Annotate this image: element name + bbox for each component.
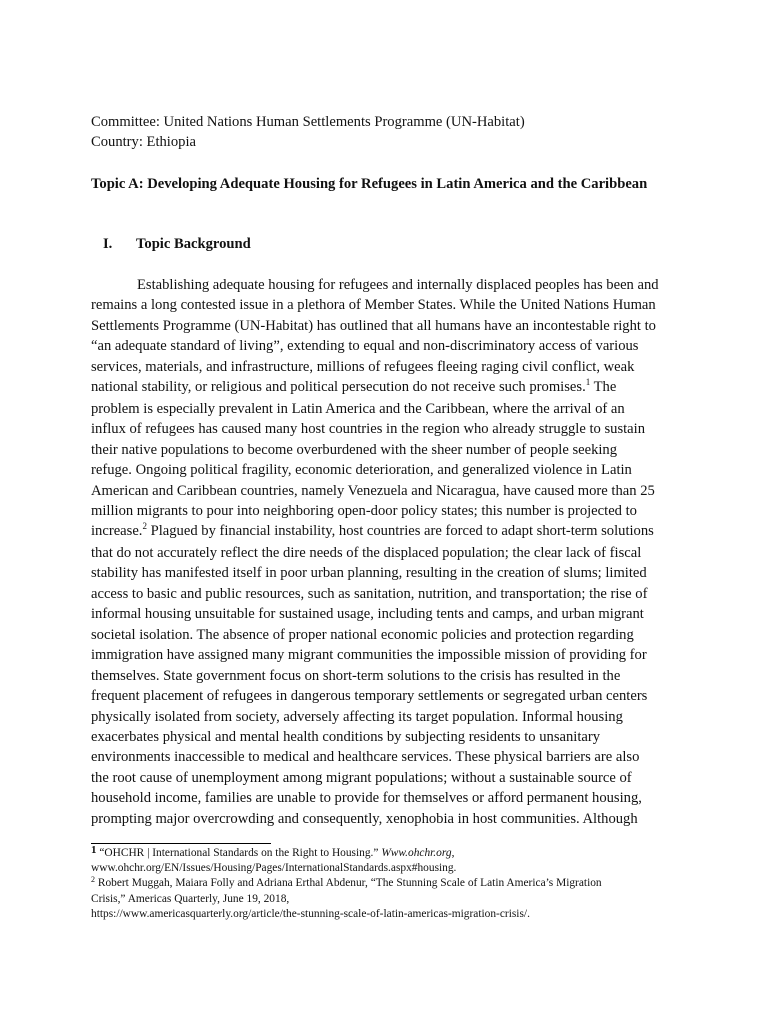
- footnote-1-comma: ,: [451, 847, 455, 859]
- body-line: physically isolated from society, adversely affecting its target population. Informal housing: [91, 708, 623, 725]
- section-title: Topic Background: [136, 236, 251, 252]
- footnote-ref-1[interactable]: 1: [585, 377, 591, 388]
- body-line: frequent placement of refugees in dangerous temporary settlements or segregated urban centers: [91, 688, 648, 705]
- footnotes: [91, 846, 691, 922]
- country-line: Country: Ethiopia: [91, 134, 196, 150]
- committee-line: Committee: United Nations Human Settlements Programme (UN-Habitat): [91, 114, 525, 130]
- body-line: household income, families are unable to provide for themselves or afford permanent housing,: [91, 790, 642, 807]
- footnote-separator: [91, 843, 271, 844]
- body-line: Settlements Programme (UN-Habitat) has outlined that all humans have an incontestable right to: [91, 317, 656, 334]
- body-line: stability has manifested itself in poor urban planning, resulting in the creation of slums; limited: [91, 565, 647, 582]
- body-line: that do not accurately reflect the dire needs of the displaced population; the clear lack of fiscal: [91, 544, 642, 561]
- footnote-ref-2[interactable]: 2: [142, 521, 147, 532]
- topic-heading: Topic A: Developing Adequate Housing for Refugees in Latin America and the Caribbean: [91, 176, 648, 192]
- body-line: access to basic and public resources, such as sanitation, nutrition, and transportation; the rise of: [91, 585, 648, 602]
- body-line: immigration have assigned many migrant communities the impossible mission of providing for: [91, 647, 647, 664]
- body-line: informal housing unsuitable for sustained usage, including tents and camps, and urban migrant: [91, 606, 644, 623]
- body-line: the root cause of unemployment among migrant populations; without a sustainable source of: [91, 769, 632, 786]
- body-line: refuge. Ongoing political fragility, economic deterioration, and generalized violence in Latin: [91, 462, 632, 479]
- footnote-2-url[interactable]: https://www.americasquarterly.org/article/the-stunning-scale-of-latin-americas-migration-crisis/.: [91, 907, 530, 920]
- body-line-tail: The: [590, 379, 617, 396]
- body-line: prompting major overcrowding and consequently, xenophobia in host communities. Although: [91, 810, 638, 827]
- footnote-1-site: Www.ohchr.org: [381, 847, 452, 859]
- body-line: “an adequate standard of living”, extending to equal and non-discriminatory access of various: [91, 338, 639, 355]
- body-line: Establishing adequate housing for refugees and internally displaced peoples has been and: [137, 277, 659, 293]
- body-line: remains a long contested issue in a plethora of Member States. While the United Nations Human: [91, 297, 656, 314]
- footnote-2: [91, 876, 691, 891]
- body-line: influx of refugees has caused many host countries in the region who already struggle to sustain: [91, 421, 646, 438]
- footnote-1-text: “OHCHR | International Standards on the Right to Housing.”: [96, 847, 379, 859]
- footnote-1: [91, 846, 691, 861]
- body-line: [91, 377, 675, 398]
- footnote-2-mark: 2: [91, 875, 95, 885]
- footnote-2-line2: Crisis,” Americas Quarterly, June 19, 2018,: [91, 892, 290, 905]
- body-line: themselves. State government focus on short-term solutions to the crisis has resulted in the: [91, 667, 621, 684]
- body-line: million migrants to pour into neighboring open-door policy states; this number is projected to: [91, 502, 637, 519]
- footnote-1-url[interactable]: www.ohchr.org/EN/Issues/Housing/Pages/InternationalStandards.aspx#housing.: [91, 862, 457, 875]
- body-line-text: increase.: [91, 523, 143, 540]
- body-line: environments inaccessible to medical and healthcare services. These physical barriers are also: [91, 749, 640, 766]
- footnote-1-mark: 1: [91, 844, 97, 856]
- body-line: their native populations to become overburdened with the sheer number of people seeking: [91, 441, 618, 458]
- body-line: problem is especially prevalent in Latin America and the Caribbean, where the arrival of an: [91, 400, 625, 417]
- body-line: exacerbates physical and mental health conditions by subjecting residents to unsanitary: [91, 728, 601, 745]
- body-text: [91, 275, 675, 829]
- body-line: societal isolation. The absence of proper national economic policies and protection regarding: [91, 626, 634, 643]
- section-number: I.: [103, 236, 113, 252]
- footnote-2-text: Robert Muggah, Maiara Folly and Adriana Erthal Abdenur, “The Stunning Scale of Latin America’s Migration: [95, 877, 602, 890]
- body-line-text: national stability, or religious and political persecution do not receive such promises.: [91, 379, 586, 396]
- body-line: services, materials, and infrastructure, millions of refugees fleeing raging civil conflict, weak: [91, 358, 635, 375]
- body-line-tail: Plagued by financial instability, host countries are forced to adapt short-term solutions: [146, 523, 654, 540]
- body-line: American and Caribbean countries, namely Venezuela and Nicaragua, have caused more than 25: [91, 482, 655, 499]
- body-line: [91, 521, 675, 542]
